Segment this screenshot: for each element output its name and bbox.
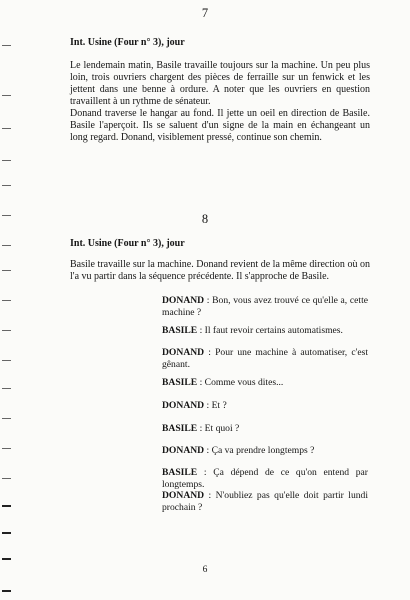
scene-heading: Int. Usine (Four n° 3), jour	[70, 238, 185, 249]
scene-description	[70, 60, 370, 144]
dialogue-line	[162, 445, 368, 457]
scene-heading: Int. Usine (Four n° 3), jour	[70, 37, 185, 48]
speaker-name: DONAND	[162, 400, 205, 411]
page-number: 6	[202, 565, 208, 575]
dialogue-line	[162, 467, 368, 490]
action-paragraph: Donand traverse le hangar au fond. Il jette un oeil en direction de Basile. Basile l'aperçoit. Ils se saluent d'un signe de la main en échangeant un long regard. Donand, visiblement pressé, continue son chemin.	[70, 108, 370, 143]
speaker-name: BASILE	[162, 467, 198, 478]
scene-description	[70, 259, 370, 283]
dialogue-text: : Comme vous dites...	[197, 377, 284, 388]
dialogue-text: : Pour une machine à automatiser, c'est gênant.	[162, 347, 368, 370]
speaker-name: DONAND	[162, 445, 205, 456]
speaker-name: BASILE	[162, 423, 198, 434]
dialogue-line	[162, 400, 368, 412]
dialogue-text: : Et quoi ?	[197, 423, 240, 434]
dialogue-line	[162, 347, 368, 370]
dialogue-text: : Bon, vous avez trouvé ce qu'elle a, cette machine ?	[162, 295, 368, 318]
dialogue-line	[162, 490, 368, 513]
dialogue-text: : Et ?	[204, 400, 227, 411]
dialogue-text: : Ça dépend de ce qu'on entend par longtemps.	[162, 467, 368, 490]
dialogue-text: : Ça va prendre longtemps ?	[204, 445, 315, 456]
speaker-name: DONAND	[162, 490, 205, 501]
speaker-name: DONAND	[162, 295, 205, 306]
dialogue-text: : Il faut revoir certains automatismes.	[197, 325, 343, 336]
dialogue-text: : N'oubliez pas qu'elle doit partir lundi prochain ?	[162, 490, 368, 513]
scene-number: 7	[201, 6, 209, 20]
speaker-name: BASILE	[162, 377, 198, 388]
dialogue-line	[162, 377, 368, 389]
dialogue-line	[162, 295, 368, 318]
dialogue-line	[162, 325, 368, 337]
speaker-name: DONAND	[162, 347, 205, 358]
speaker-name: BASILE	[162, 325, 198, 336]
action-paragraph: Basile travaille sur la machine. Donand revient de la même direction où on l'a vu partir dans la séquence précédente. Il s'approche de Basile.	[70, 259, 370, 282]
action-paragraph: Le lendemain matin, Basile travaille toujours sur la machine. Un peu plus loin, trois ouvriers chargent des pièces de ferraille sur un fenwick et les jettent dans une benne à ordure. A noter que les ouvriers en question travaillent à un rythme de sénateur.	[70, 60, 370, 107]
scene-number: 8	[201, 212, 209, 226]
dialogue-line	[162, 423, 368, 435]
